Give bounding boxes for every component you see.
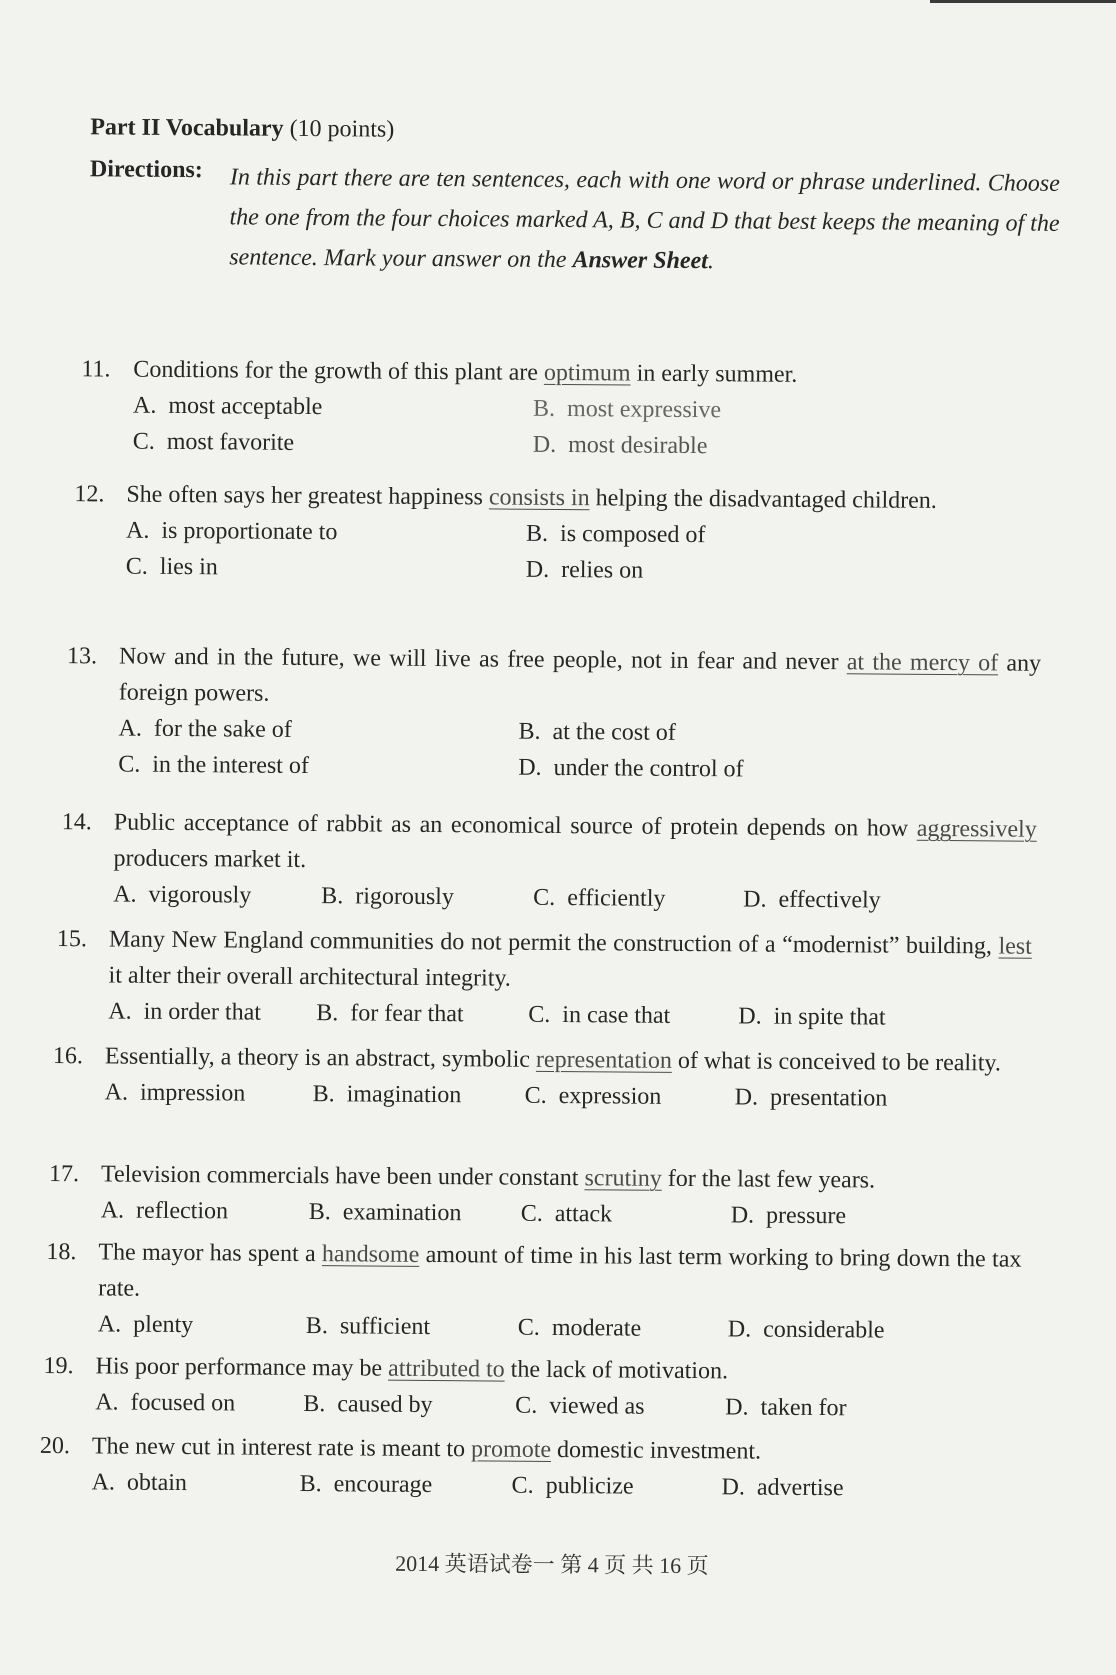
stem-text-before: Public acceptance of rabbit as an economical source of protein depends on how (113, 809, 917, 842)
part-title: Part II Vocabulary (90, 114, 284, 142)
stem-text-before: His poor performance may be (95, 1353, 389, 1382)
question-14 (61, 804, 1037, 920)
option-a[interactable] (113, 876, 251, 913)
option-text: attack (554, 1200, 613, 1228)
question-number: 15. (56, 926, 87, 953)
option-b[interactable] (533, 391, 721, 428)
stem-text-after: for the last few years. (661, 1165, 876, 1194)
option-text: in order that (143, 998, 262, 1026)
option-text: efficiently (567, 885, 666, 912)
underlined-term: representation (535, 1046, 673, 1074)
option-letter: B. (312, 1081, 335, 1108)
underlined-term: optimum (543, 359, 631, 387)
option-text: examination (342, 1199, 462, 1227)
option-letter: B. (299, 1470, 322, 1498)
question-number: 18. (46, 1238, 77, 1266)
option-b[interactable] (316, 995, 464, 1032)
option-a[interactable] (95, 1384, 235, 1421)
option-letter: A. (104, 1079, 129, 1106)
answer-sheet-term: Answer Sheet (572, 247, 708, 275)
option-letter: D. (725, 1394, 749, 1421)
option-text: under the control of (553, 754, 744, 783)
stem-text-after: the lack of motivation. (504, 1356, 729, 1385)
option-text: vigorously (148, 881, 252, 909)
option-d[interactable] (735, 1079, 888, 1116)
question-number: 16. (52, 1043, 84, 1070)
question-15 (56, 921, 1032, 1037)
option-letter: B. (308, 1199, 331, 1226)
option-letter: C. (524, 1082, 547, 1109)
option-letter: C. (517, 1314, 540, 1341)
option-text: is proportionate to (161, 517, 338, 546)
question-18 (46, 1234, 1022, 1350)
option-text: most acceptable (168, 392, 323, 421)
option-text: for the sake of (153, 715, 292, 743)
underlined-term: aggressively (916, 815, 1037, 843)
option-d[interactable] (728, 1311, 885, 1348)
option-text: publicize (545, 1472, 634, 1500)
option-d[interactable] (731, 1197, 847, 1234)
option-d[interactable] (721, 1469, 843, 1506)
page-footer: 2014 英语试卷一 第 4 页 共 16 页 (395, 1550, 709, 1579)
option-letter: C. (125, 553, 148, 580)
option-b[interactable] (313, 1076, 462, 1113)
underlined-term: promote (471, 1436, 552, 1463)
option-text: expression (558, 1082, 662, 1110)
stem-text-before: She often says her greatest happiness (126, 481, 490, 511)
option-letter: C. (515, 1392, 538, 1419)
option-letter: B. (525, 520, 549, 547)
option-letter: A. (97, 1311, 122, 1338)
question-13 (66, 638, 1041, 790)
part-heading (90, 114, 394, 143)
option-letter: C. (132, 428, 155, 455)
option-b[interactable] (306, 1308, 430, 1345)
option-text: considerable (763, 1316, 885, 1344)
underlined-term: scrutiny (584, 1165, 662, 1192)
option-b[interactable] (309, 1194, 462, 1231)
stem-text-before: The new cut in interest rate is meant to (91, 1433, 472, 1463)
options-row (133, 424, 988, 467)
option-c[interactable] (518, 1310, 642, 1347)
option-letter: D. (738, 1003, 762, 1030)
option-letter: C. (118, 751, 141, 778)
option-text: most desirable (568, 432, 708, 460)
option-text: reflection (136, 1197, 229, 1225)
directions (89, 156, 1060, 284)
option-c[interactable] (511, 1468, 633, 1505)
option-letter: D. (525, 556, 550, 583)
stem-text-before: Essentially, a theory is an abstract, symbolic (104, 1043, 537, 1073)
stem-text-before: Television commercials have been under constant (100, 1161, 585, 1192)
options-row (113, 876, 1036, 919)
stem-text-after: domestic investment. (550, 1436, 762, 1465)
stem-text-before: Conditions for the growth of this plant are (133, 356, 545, 386)
stem-text-after: amount of time in his last term working to bring down the tax rate. (98, 1241, 1022, 1302)
option-letter: C. (520, 1200, 543, 1227)
option-d[interactable] (725, 1389, 847, 1426)
part-points: (10 points) (289, 115, 395, 143)
stem-text-after: any foreign powers. (118, 650, 1042, 707)
question-number: 13. (67, 643, 98, 670)
option-a[interactable] (118, 711, 292, 748)
option-b[interactable] (321, 878, 454, 915)
option-text: lies in (159, 553, 218, 581)
options-row (105, 1074, 1028, 1117)
question-16 (53, 1038, 1029, 1118)
underlined-term: attributed to (387, 1355, 505, 1383)
option-letter: D. (532, 431, 557, 458)
option-letter: A. (118, 715, 142, 742)
option-text: most favorite (166, 428, 295, 456)
option-letter: A. (108, 998, 132, 1025)
option-text: at the cost of (552, 718, 676, 746)
option-c[interactable] (528, 997, 670, 1034)
option-text: plenty (133, 1311, 194, 1339)
stem-text-after: helping the disadvantaged children. (589, 485, 937, 514)
option-text: most expressive (566, 396, 722, 424)
option-a[interactable] (98, 1306, 194, 1343)
question-17 (49, 1156, 1025, 1236)
option-c[interactable] (521, 1196, 613, 1233)
option-letter: D. (721, 1474, 746, 1501)
question-12 (74, 476, 1042, 592)
option-letter: B. (303, 1391, 326, 1418)
option-letter: D. (730, 1202, 755, 1229)
stem-text-before: Many New England communities do not permit the construction of a “modernist” building, (108, 926, 999, 960)
question-number: 17. (48, 1160, 80, 1188)
option-letter: A. (100, 1197, 125, 1224)
option-text: relies on (561, 557, 644, 584)
option-letter: D. (743, 886, 767, 913)
option-letter: A. (126, 517, 150, 544)
options-row (95, 1384, 1018, 1427)
stem-text-after: it alter their overall architectural integrity. (108, 962, 511, 992)
option-text: rigorously (355, 883, 455, 911)
option-a[interactable] (105, 1074, 246, 1111)
option-letter: B. (321, 883, 344, 910)
option-c[interactable] (133, 424, 295, 461)
option-letter: C. (533, 884, 556, 911)
option-d[interactable] (533, 427, 708, 464)
option-c[interactable] (533, 880, 665, 917)
options-row (91, 1464, 1014, 1507)
option-a[interactable] (108, 993, 261, 1030)
question-number: 11. (81, 356, 111, 383)
option-text: taken for (760, 1394, 847, 1422)
options-row (108, 993, 1031, 1036)
option-text: advertise (756, 1474, 844, 1502)
stem-text-before: Now and in the future, we will live as free people, not in fear and never (119, 643, 847, 676)
stem-text-after: in early summer. (630, 360, 798, 388)
option-text: presentation (769, 1084, 888, 1112)
option-b[interactable] (303, 1386, 433, 1423)
option-d[interactable] (743, 881, 881, 918)
option-letter: A. (132, 392, 157, 419)
option-letter: A. (113, 881, 137, 908)
option-letter: B. (316, 1000, 339, 1027)
directions-body: In this part there are ten sentences, each with one word or phrase underlined. Choose the one from the four choices marked A, B, C and D that best keeps the meaning of the sentence. Mark your answer on the (229, 164, 1060, 274)
option-text: imagination (346, 1081, 462, 1109)
option-text: pressure (765, 1202, 847, 1230)
underlined-term: handsome (321, 1241, 420, 1268)
option-a[interactable] (101, 1192, 229, 1229)
option-text: viewed as (549, 1392, 645, 1420)
underlined-term: at the mercy of (846, 649, 999, 677)
question-stem (67, 638, 1042, 718)
option-text: in spite that (773, 1003, 886, 1031)
question-stem (46, 1234, 1022, 1314)
question-stem (61, 804, 1037, 884)
underlined-term: consists in (488, 484, 590, 512)
option-c[interactable] (515, 1388, 645, 1425)
option-c[interactable] (126, 549, 218, 586)
option-letter: A. (91, 1469, 116, 1496)
option-text: encourage (333, 1471, 433, 1499)
option-text: obtain (126, 1469, 188, 1497)
question-stem (56, 921, 1032, 1001)
option-text: is composed of (560, 520, 706, 549)
option-a[interactable] (133, 388, 323, 425)
option-a[interactable] (126, 513, 338, 551)
question-number: 14. (61, 809, 92, 836)
option-text: effectively (778, 886, 881, 914)
option-letter: B. (518, 718, 541, 745)
question-number: 19. (43, 1352, 74, 1380)
question-20 (39, 1428, 1015, 1508)
option-letter: B. (305, 1313, 328, 1340)
option-b[interactable] (526, 516, 706, 553)
question-number: 20. (39, 1432, 71, 1460)
option-text: caused by (337, 1391, 433, 1419)
options-row (126, 549, 1041, 592)
option-letter: A. (95, 1389, 119, 1416)
option-letter: C. (528, 1001, 551, 1028)
option-letter: B. (532, 395, 556, 422)
options-row (98, 1306, 1021, 1349)
question-number: 12. (74, 481, 105, 508)
directions-label: Directions: (89, 156, 203, 184)
option-text: impression (139, 1079, 246, 1107)
directions-text (229, 157, 1060, 284)
option-b[interactable] (518, 714, 676, 751)
option-text: focused on (130, 1389, 236, 1417)
option-text: for fear that (350, 1000, 464, 1028)
option-text: moderate (551, 1314, 642, 1342)
option-letter: C. (511, 1472, 534, 1499)
question-19 (43, 1348, 1019, 1428)
option-d[interactable] (526, 552, 644, 589)
option-text: sufficient (339, 1313, 431, 1340)
option-a[interactable] (91, 1464, 187, 1501)
question-11 (81, 351, 989, 466)
option-c[interactable] (118, 747, 309, 784)
option-c[interactable] (525, 1078, 662, 1115)
option-text: in case that (562, 1002, 671, 1029)
options-row (118, 747, 1040, 790)
stem-text-after: producers market it. (113, 845, 307, 874)
option-b[interactable] (299, 1466, 432, 1503)
stem-text-after: of what is conceived to be reality. (671, 1047, 1001, 1077)
option-text: in the interest of (152, 751, 310, 780)
option-letter: D. (734, 1084, 759, 1111)
stem-text-before: The mayor has spent a (98, 1239, 323, 1268)
underlined-term: lest (998, 933, 1032, 960)
options-row (101, 1192, 1024, 1235)
option-d[interactable] (738, 998, 886, 1035)
option-letter: D. (727, 1316, 752, 1343)
directions-period: . (707, 248, 714, 275)
option-d[interactable] (518, 750, 744, 788)
option-letter: D. (518, 754, 542, 781)
